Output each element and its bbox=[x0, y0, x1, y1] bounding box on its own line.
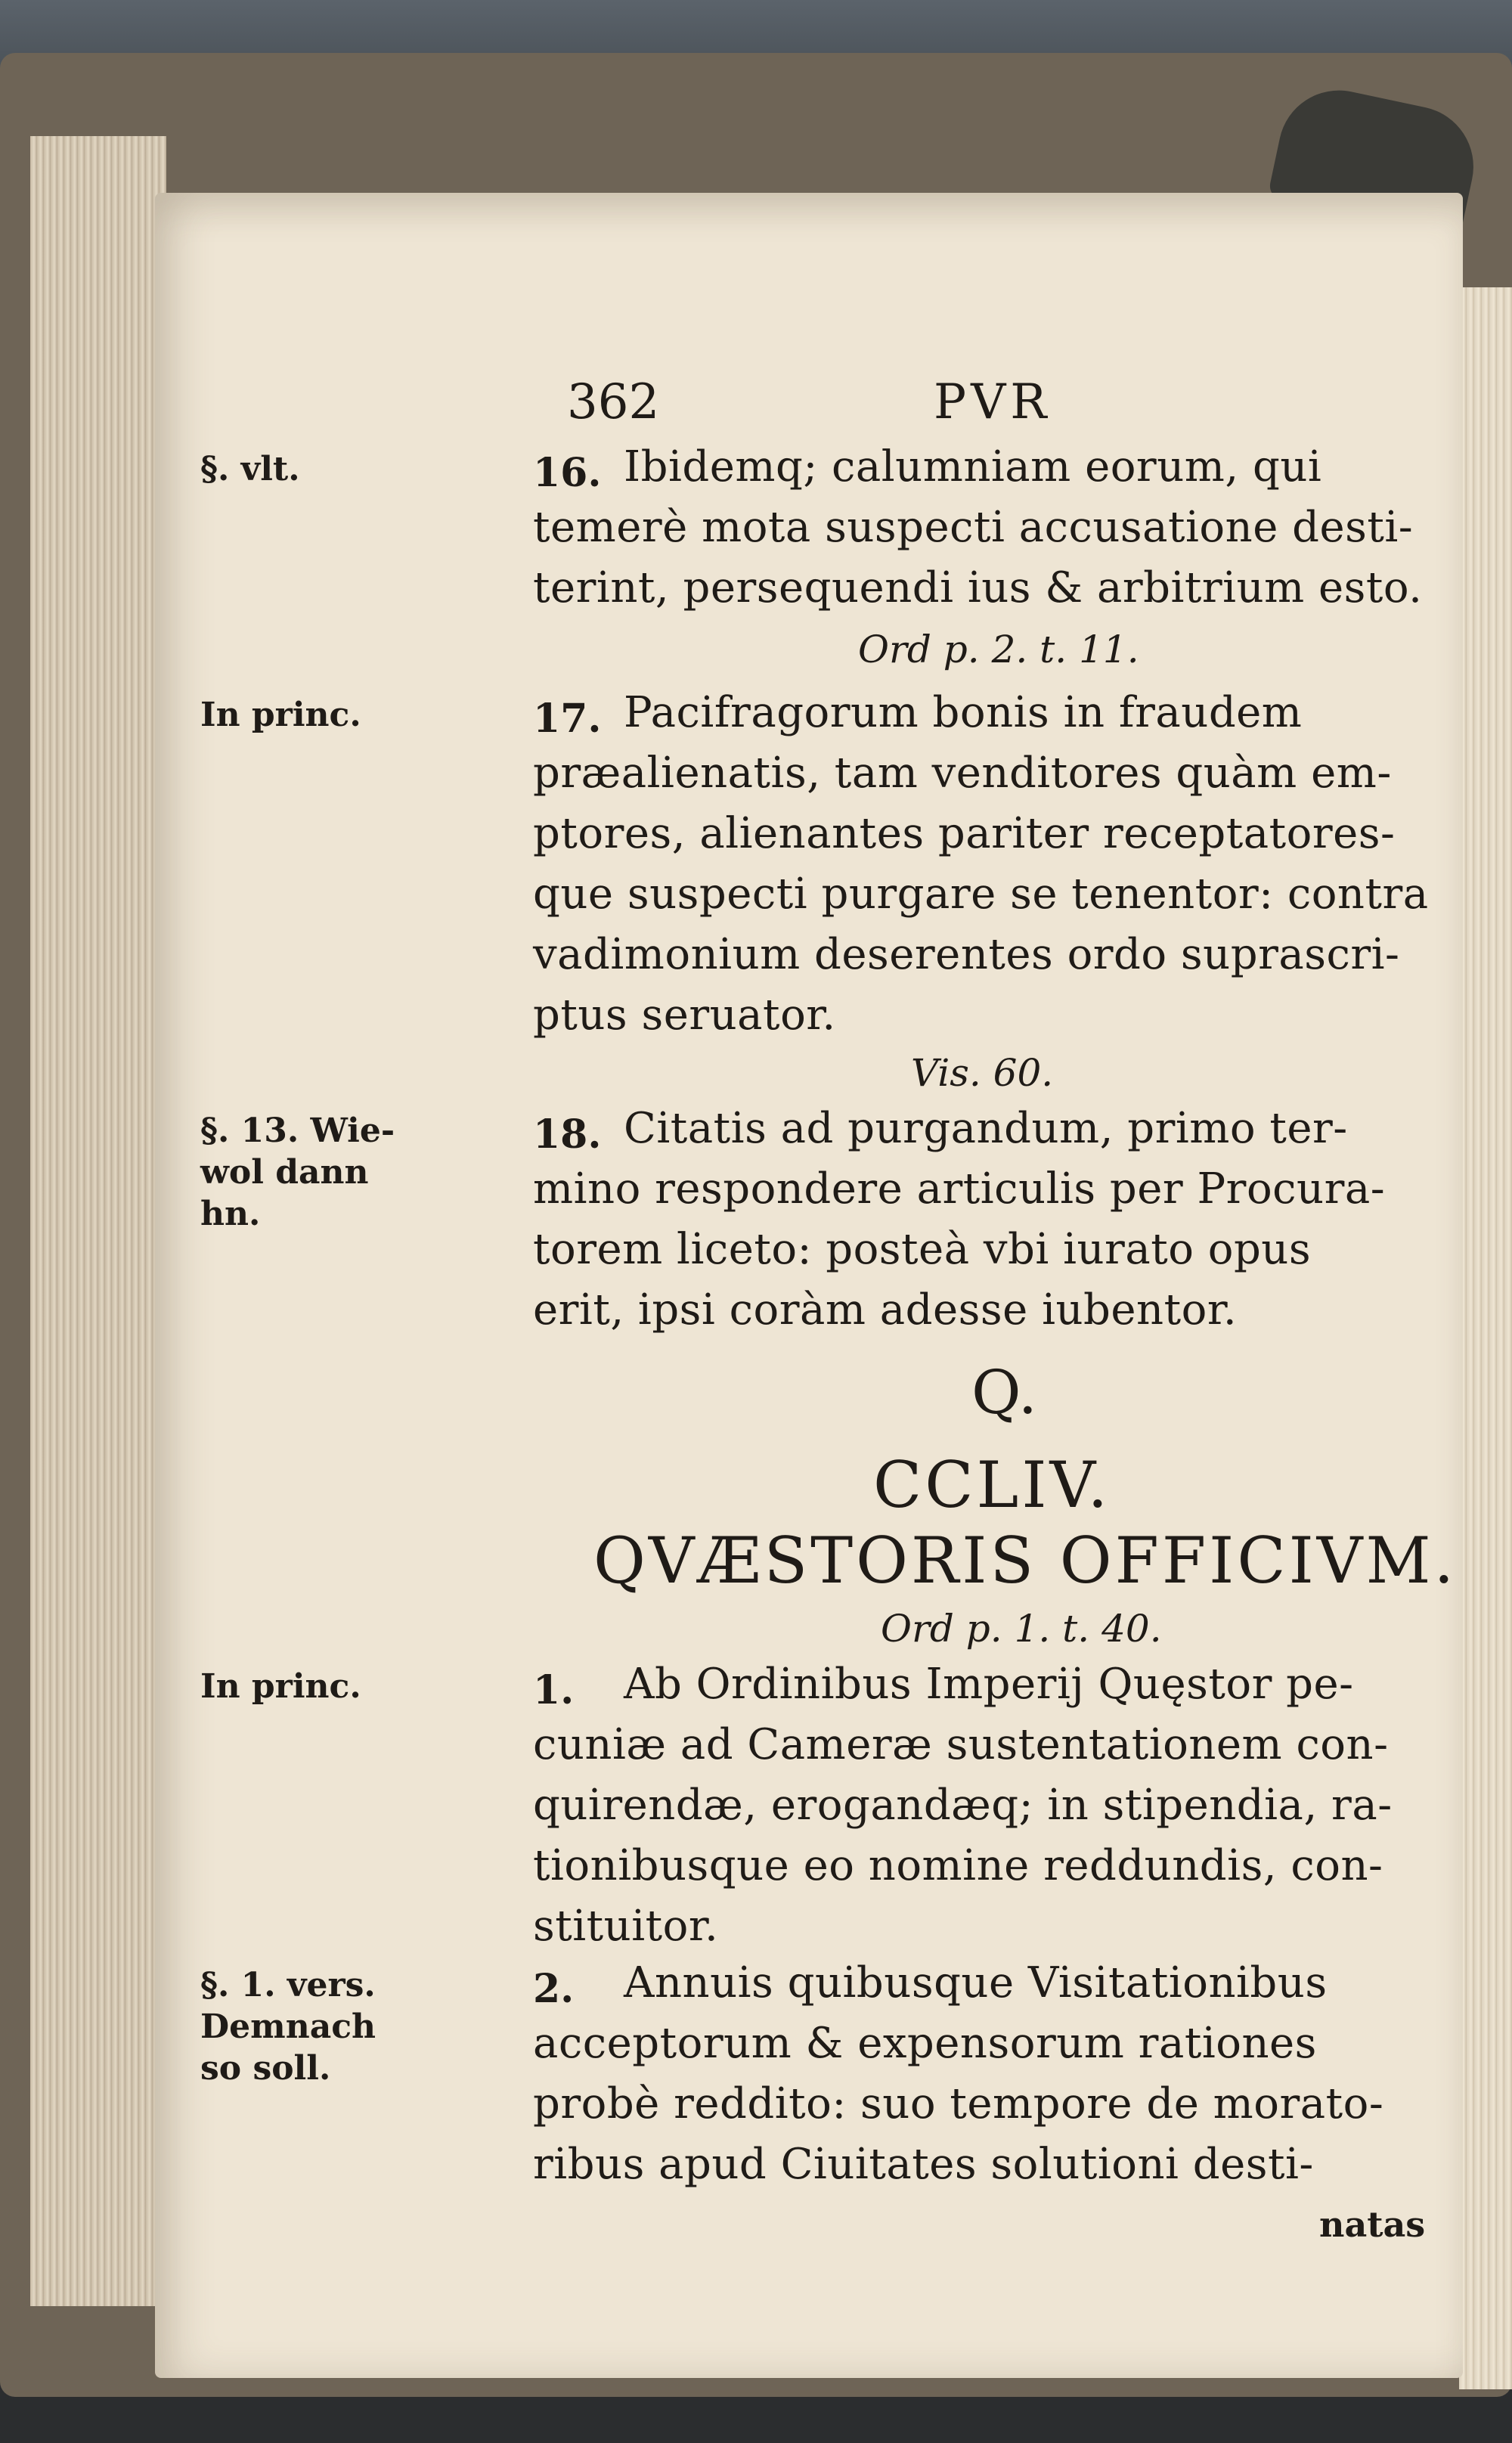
text-line: ribus apud Ciuitates solutioni desti- bbox=[533, 2140, 1314, 2189]
text-line: torem liceto: posteà vbi iurato opus bbox=[533, 1225, 1312, 1274]
text-line: quirendæ, erogandæq; in stipendia, ra- bbox=[533, 1781, 1393, 1830]
margin-note: hn. bbox=[200, 1195, 261, 1233]
reference: Vis. 60. bbox=[911, 1051, 1054, 1095]
running-title: PVR bbox=[934, 374, 1052, 430]
section-reference: Ord p. 1. t. 40. bbox=[881, 1607, 1162, 1651]
paragraph-number: 16. bbox=[533, 450, 602, 496]
text-line: ptores, alienantes pariter receptatores- bbox=[533, 809, 1396, 858]
text-line: Ibidemq; calumniam eorum, qui bbox=[624, 442, 1322, 491]
section-title: QVÆSTORIS OFFICIVM. bbox=[593, 1524, 1458, 1598]
text-line: temerè mota suspecti accusatione desti- bbox=[533, 503, 1414, 552]
text-line: stituitor. bbox=[533, 1902, 719, 1951]
text-line: Ab Ordinibus Imperij Quęstor pe- bbox=[624, 1660, 1354, 1709]
text-line: ptus seruator. bbox=[533, 991, 836, 1040]
section-letter: Q. bbox=[971, 1357, 1038, 1428]
margin-note: so soll. bbox=[200, 2049, 331, 2088]
text-line: cuniæ ad Cameræ sustentationem con- bbox=[533, 1720, 1389, 1769]
text-line: terint, persequendi ius & arbitrium esto. bbox=[533, 563, 1423, 612]
reference: Ord p. 2. t. 11. bbox=[858, 628, 1139, 671]
text-line: erit, ipsi coràm adesse iubentor. bbox=[533, 1285, 1238, 1335]
page-edges-left bbox=[30, 136, 166, 2306]
text-line: Pacifragorum bonis in fraudem bbox=[624, 688, 1303, 737]
text-line: mino respondere articulis per Procura- bbox=[533, 1164, 1386, 1214]
text-line: Annuis quibusque Visitationibus bbox=[624, 1958, 1328, 2007]
paragraph-number: 18. bbox=[533, 1111, 602, 1158]
section-number: CCLIV. bbox=[873, 1448, 1111, 1522]
text-line: que suspecti purgare se tenentor: contra bbox=[533, 870, 1429, 919]
text-line: probè reddito: suo tempore de morato- bbox=[533, 2079, 1384, 2128]
text-line: vadimonium deserentes ordo suprascri- bbox=[533, 930, 1400, 979]
margin-note: In princ. bbox=[200, 696, 361, 734]
book-page bbox=[155, 193, 1463, 2378]
text-line: Citatis ad purgandum, primo ter- bbox=[624, 1104, 1348, 1153]
text-line: tionibusque eo nomine reddundis, con- bbox=[533, 1841, 1383, 1890]
paragraph-number: 17. bbox=[533, 696, 602, 742]
paragraph-number: 1. bbox=[533, 1667, 575, 1713]
text-line: præalienatis, tam venditores quàm em- bbox=[533, 749, 1392, 798]
catchword: natas bbox=[1319, 2204, 1426, 2245]
paragraph-number: 2. bbox=[533, 1966, 575, 2012]
margin-note: §. 13. Wie- bbox=[200, 1111, 395, 1150]
text-line: acceptorum & expensorum rationes bbox=[533, 2019, 1317, 2068]
margin-note: In princ. bbox=[200, 1667, 361, 1706]
margin-note: Demnach bbox=[200, 2007, 376, 2046]
margin-note: §. 1. vers. bbox=[200, 1966, 376, 2004]
page-edges-right bbox=[1459, 287, 1512, 2389]
margin-note: wol dann bbox=[200, 1153, 369, 1192]
page-number: 362 bbox=[567, 374, 660, 430]
margin-note: §. vlt. bbox=[200, 450, 300, 488]
